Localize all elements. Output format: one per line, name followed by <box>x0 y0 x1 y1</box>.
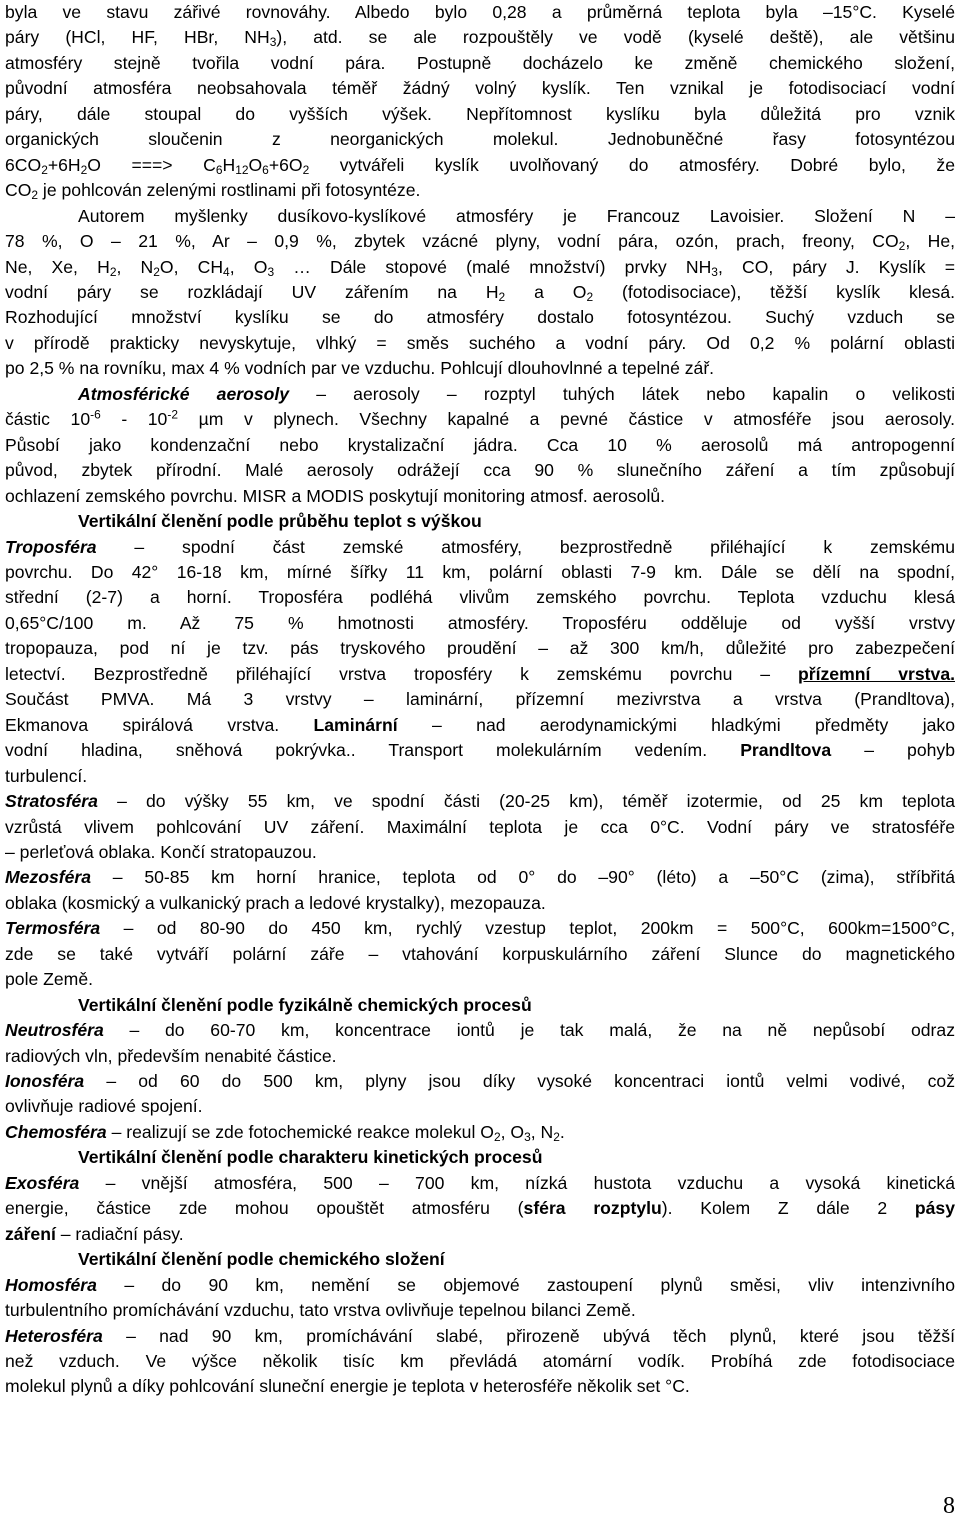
text-line: organických sloučenin z neorganických molekul. Jednobuněčné řasy fotosyntézou <box>5 129 955 150</box>
term-troposphere: Troposféra <box>5 536 97 557</box>
paragraph-early-atmosphere <box>5 0 955 204</box>
text-line: původ, zbytek přírodní. Malé aerosoly odrážejí cca 90 % slunečního záření a tím způsobují <box>5 460 955 481</box>
paragraph-troposphere <box>5 535 955 790</box>
text-line: po 2,5 % na rovníku, max 4 % vodních par ve vzduchu. Pohlcují dlouhovlnné a tepelné zář. <box>5 358 715 379</box>
section-heading-kinetic: Vertikální členění podle charakteru kinetických procesů <box>78 1147 543 1168</box>
term-neutrosphere: Neutrosféra <box>5 1020 104 1041</box>
paragraph-chemosphere <box>5 1120 955 1145</box>
text-line: Homosféra – do 90 km, nemění se objemové zastoupení plynů směsi, vliv intenzivního <box>5 1274 955 1295</box>
paragraph-composition <box>5 204 955 382</box>
text-line: Stratosféra – do výšky 55 km, ve spodní části (20-25 km), téměř izotermie, od 25 km teplota <box>5 791 955 812</box>
term-aerosols: Atmosférické aerosoly <box>78 383 290 404</box>
text-line: molekul plynů a díky pohlcování sluneční energie je teplota v heterosféře několik set °C. <box>5 1376 690 1397</box>
term-belts: pásy <box>914 1198 955 1219</box>
text-line: Mezosféra – 50-85 km horní hranice, teplota od 0° do –90° (léto) a –50°C (zima), stříbřitá <box>5 867 955 888</box>
text-line: Součást PMVA. Má 3 vrstvy – laminární, přízemní mezivrstva a vrstva (Prandltova), <box>5 689 955 710</box>
term-ionosphere: Ionosféra <box>5 1071 85 1092</box>
text-line: Heterosféra – nad 90 km, promíchávání slabé, přirozeně ubývá těch plynů, které jsou těžší <box>5 1325 955 1346</box>
term-chemosphere: Chemosféra <box>5 1121 107 1142</box>
paragraph-thermosphere <box>5 916 955 992</box>
text-line: byla ve stavu zářivé rovnováhy. Albedo bylo 0,28 a průměrná teplota byla –15°C. Kyselé <box>5 2 955 22</box>
text-line: Exosféra – vnější atmosféra, 500 – 700 km, nízká hustota vzduchu a vysoká kinetická <box>5 1172 955 1193</box>
term-scatter-sphere: sféra rozptylu <box>523 1198 662 1219</box>
text-line: oblaka (kosmický a vulkanický prach a ledové krystalky), mezopauza. <box>5 892 546 913</box>
text-line: páry (HCl, HF, HBr, $NH_3$), atd. se ale rozpouštěly ve vodě (kyselé deště), ale většinu <box>5 27 955 50</box>
text-line: turbulentního promíchávání vzduchu, tato vrstva ovlivňuje tepelnou bilanci Země. <box>5 1300 636 1321</box>
text-line: – perleťová oblaka. Končí stratopauzou. <box>5 841 317 862</box>
text-line: Autorem myšlenky dusíkovo-kyslíkové atmosféry je Francouz Lavoisier. Složení N – <box>78 205 955 226</box>
paragraph-stratosphere <box>5 789 955 865</box>
term-radiation: záření <box>5 1223 56 1244</box>
text-line: Termosféra – od 80-90 do 450 km, rychlý vzestup teplot, 200km = 500°C, 600km=1500°C, <box>5 918 955 939</box>
section-heading-chemical-composition: Vertikální členění podle chemického složení <box>78 1249 445 1270</box>
paragraph-homosphere <box>5 1273 955 1324</box>
term-thermosphere: Termosféra <box>5 918 101 939</box>
text-line: 78 %, O – 21 %, Ar – 0,9 %, zbytek vzácné plyny, vodní pára, ozón, prach, freony, $CO_2$, He, <box>5 231 955 254</box>
text-line: vodní páry se rozkládají UV zářením na $H_2$ a $O_2$ (fotodisociace), těžší kyslík klesá. <box>5 281 955 304</box>
paragraph-aerosols <box>5 382 955 509</box>
text-line: než vzduch. Ve výšce několik tisíc km převládá atomární vodík. Probíhá zde fotodisociace <box>5 1351 955 1372</box>
section-heading-physico-chemical: Vertikální členění podle fyzikálně chemických procesů <box>78 994 532 1015</box>
text-line: Chemosféra – realizují se zde fotochemické reakce molekul $O_2$, $O_3$, $N_2$. <box>5 1121 565 1144</box>
page-number: 8 <box>943 1493 955 1519</box>
term-surface-layer: přízemní vrstva. <box>798 663 955 684</box>
text-line: Ekmanova spirálová vrstva. Laminární – nad aerodynamickými hladkými předměty jako <box>5 714 955 735</box>
photosynthesis-equation-line: $6CO_2+6H_2O$ ===> $C_6H_{12}O_6+6O_2$ vytvářeli kyslík uvolňovaný do atmosféry. Dobré bylo, že <box>5 154 955 177</box>
term-mesosphere: Mezosféra <box>5 867 92 888</box>
text-line: Působí jako kondenzační nebo krystalizační jádra. Cca 10 % aerosolů má antropogenní <box>5 434 955 455</box>
paragraph-ionosphere <box>5 1069 955 1120</box>
text-line: turbulencí. <box>5 765 88 786</box>
text-line: letectví. Bezprostředně přiléhající vrstva troposféry k zemskému povrchu – přízemní vrstva. <box>5 663 955 684</box>
text-line: radiových vln, především nenabité částice. <box>5 1045 337 1066</box>
term-laminar: Laminární <box>313 714 398 735</box>
text-line: atmosféry stejně tvořila vodní pára. Postupně docházelo ke změně chemického složení, <box>5 52 955 73</box>
text-line: Rozhodující množství kyslíku se do atmosféry dostalo fotosyntézou. Suchý vzduch se <box>5 307 955 328</box>
text-line: $CO_2$ je pohlcován zelenými rostlinami při fotosyntéze. <box>5 180 421 203</box>
text-line: tropopauza, pod ní je tzv. pás tryskového proudění – až 300 km/h, důležité pro zabezpečení <box>5 638 955 659</box>
text-line: vzrůstá vlivem pohlcování UV záření. Maximální teplota je cca 0°C. Vodní páry ve stratosféře <box>5 816 955 837</box>
text-line: Atmosférické aerosoly – aerosoly – rozptyl tuhých látek nebo kapalin o velikosti <box>78 383 955 404</box>
term-exosphere: Exosféra <box>5 1172 80 1193</box>
text-line: částic $10^{-6} - 10^{-2}$ µm v plynech. Všechny kapalné a pevné částice v atmosféře jsou aerosoly. <box>5 407 955 430</box>
text-line: Neutrosféra – do 60-70 km, koncentrace iontů je tak malá, že na ně nepůsobí odraz <box>5 1020 955 1041</box>
text-line: energie, částice zde mohou opouštět atmosféru (sféra rozptylu). Kolem Z dále 2 pásy <box>5 1198 955 1219</box>
text-line: Ne, Xe, $H_2$, $N_2O$, $CH_4$, $O_3$ … Dále stopové (malé množství) prvky $NH_3$, CO, páry J. Kyslík = <box>5 256 956 279</box>
document-page <box>5 0 955 1400</box>
text-line: záření – radiační pásy. <box>5 1223 184 1244</box>
paragraph-mesosphere <box>5 865 955 916</box>
text-line: střední (2-7) a horní. Troposféra podléhá vlivům zemského povrchu. Teplota vzduchu klesá <box>5 587 955 608</box>
term-homosphere: Homosféra <box>5 1274 97 1295</box>
term-stratosphere: Stratosféra <box>5 791 98 812</box>
text-line: Ionosféra – od 60 do 500 km, plyny jsou díky vysoké koncentraci iontů velmi vodivé, což <box>5 1071 955 1092</box>
text-line: v přírodě prakticky nevyskytuje, vlhký = směs suchého a vodní páry. Od 0,2 % polární oblasti <box>5 332 955 353</box>
text-line: původní atmosféra neobsahovala téměř žádný volný kyslík. Ten vznikal je fotodisociací vodní <box>5 78 955 99</box>
paragraph-heterosphere <box>5 1324 955 1400</box>
text-line: povrchu. Do 42° 16-18 km, mírné šířky 11 km, polární oblasti 7-9 km. Dále se dělí na spodní, <box>5 561 955 582</box>
section-heading-temperature: Vertikální členění podle průběhu teplot s výškou <box>78 511 482 532</box>
term-heterosphere: Heterosféra <box>5 1325 103 1346</box>
paragraph-exosphere <box>5 1171 955 1247</box>
text-line: vodní hladina, sněhová pokrývka.. Transport molekulárním vedením. Prandltova – pohyb <box>5 740 955 761</box>
term-prandtl: Prandltova <box>740 740 832 761</box>
text-line: zde se také vytváří polární záře – vtahování korpuskulárního záření Slunce do magnetického <box>5 943 955 964</box>
text-line: ochlazení zemského povrchu. MISR a MODIS poskytují monitoring atmosf. aerosolů. <box>5 485 666 506</box>
text-line: pole Země. <box>5 969 94 990</box>
text-line: 0,65°C/100 m. Až 75 % hmotnosti atmosféry. Troposféru odděluje od vyšší vrstvy <box>5 612 955 633</box>
paragraph-neutrosphere <box>5 1018 955 1069</box>
text-line: páry, dále stoupal do vyšších výšek. Nepřítomnost kyslíku byla důležitá pro vznik <box>5 103 955 124</box>
text-line: Troposféra – spodní část zemské atmosféry, bezprostředně přiléhající k zemskému <box>5 536 955 557</box>
text-line: ovlivňuje radiové spojení. <box>5 1096 203 1117</box>
